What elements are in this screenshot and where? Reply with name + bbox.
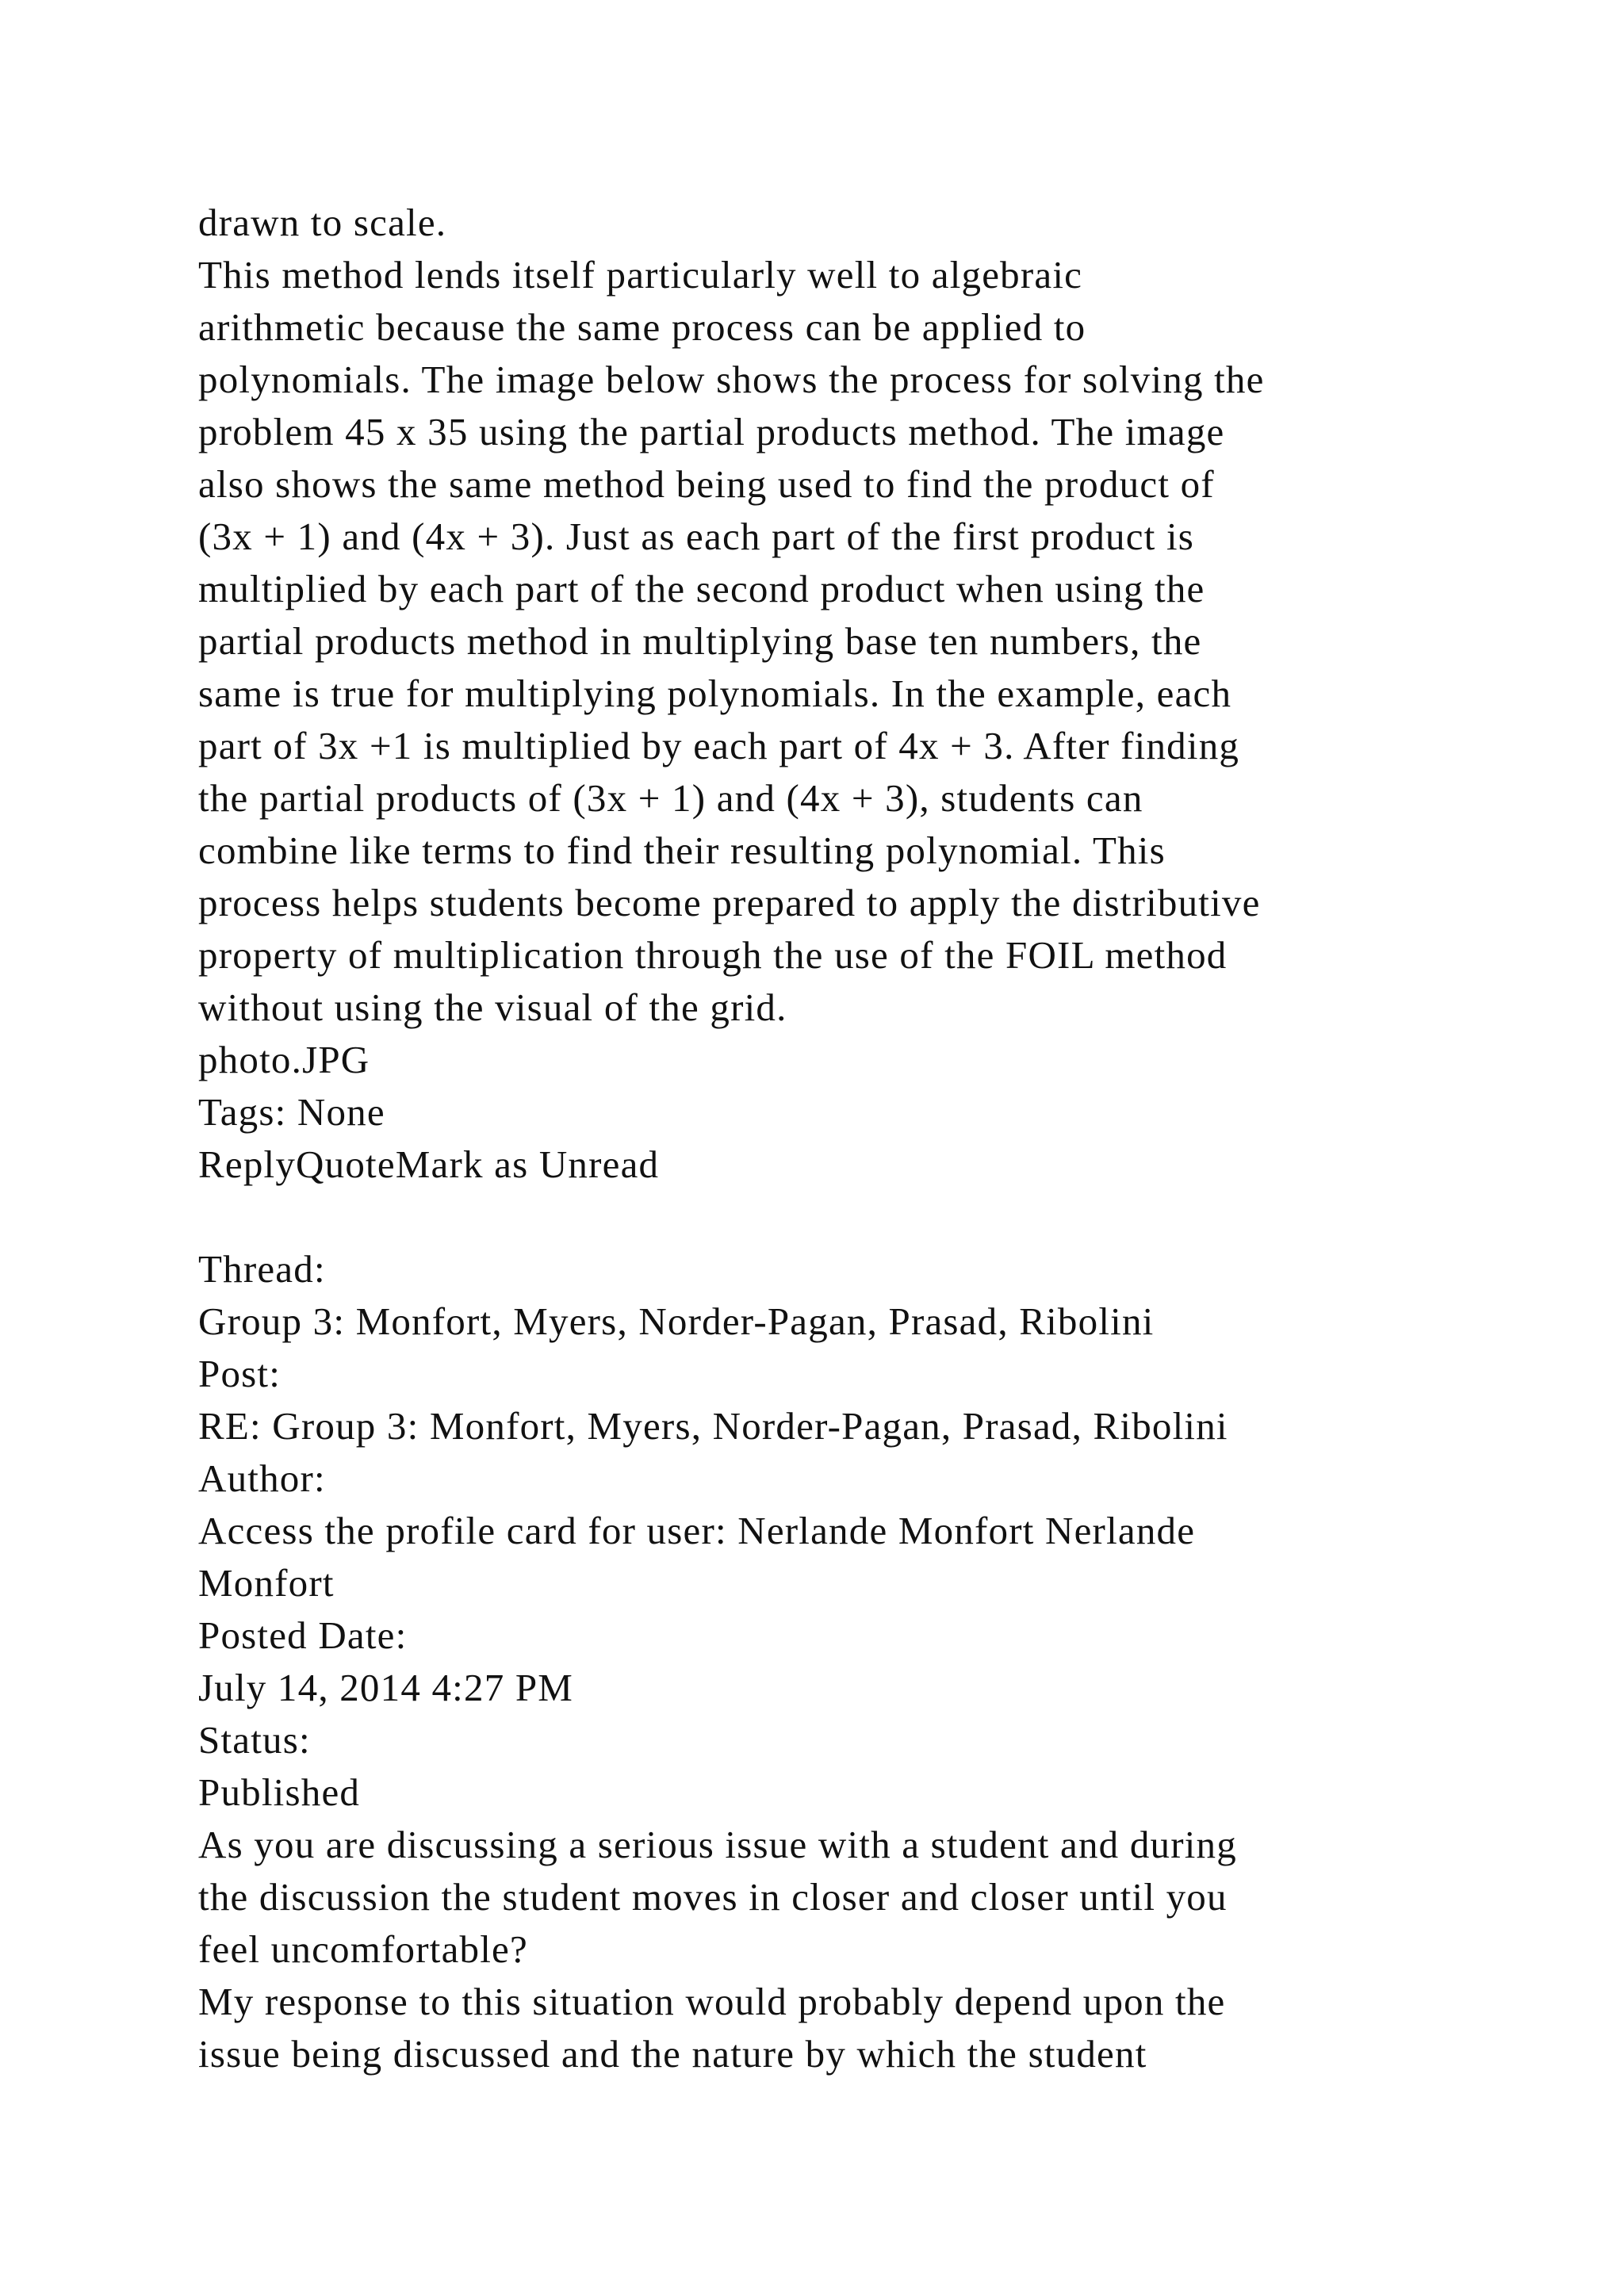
author-value: Access the profile card for user: Nerlande Monfort Nerlande — [198, 1509, 1196, 1552]
text-line: drawn to scale. — [198, 201, 447, 244]
text-line: part of 3x +1 is multiplied by each part of 4x + 3. After finding — [198, 724, 1240, 767]
author-label: Author: — [198, 1456, 326, 1500]
post-label: Post: — [198, 1352, 282, 1395]
text-line: polynomials. The image below shows the process for solving the — [198, 358, 1265, 401]
blank-line — [198, 1191, 1499, 1243]
text-line: (3x + 1) and (4x + 3). Just as each part of the first product is — [198, 515, 1195, 558]
text-line: combine like terms to find their resulting polynomial. This — [198, 828, 1166, 872]
text-line: This method lends itself particularly well to algebraic — [198, 253, 1083, 297]
text-line: the partial products of (3x + 1) and (4x + 3), students can — [198, 776, 1143, 820]
text-line: As you are discussing a serious issue with a student and during — [198, 1823, 1237, 1866]
text-line: partial products method in multiplying base ten numbers, the — [198, 619, 1202, 663]
document-page — [198, 197, 1499, 2080]
text-line: the discussion the student moves in closer and closer until you — [198, 1875, 1228, 1919]
text-line: arithmetic because the same process can be applied to — [198, 305, 1086, 349]
attachment-filename: photo.JPG — [198, 1038, 370, 1081]
text-line: feel uncomfortable? — [198, 1927, 528, 1971]
text-line: multiplied by each part of the second product when using the — [198, 567, 1205, 610]
text-line: issue being discussed and the nature by which the student — [198, 2032, 1147, 2076]
author-value-cont: Monfort — [198, 1561, 335, 1605]
posted-date-value: July 14, 2014 4:27 PM — [198, 1666, 574, 1709]
text-line: without using the visual of the grid. — [198, 985, 787, 1029]
text-line: problem 45 x 35 using the partial products method. The image — [198, 410, 1225, 453]
text-line: process helps students become prepared to apply the distributive — [198, 881, 1261, 924]
thread-label: Thread: — [198, 1247, 326, 1291]
text-line: also shows the same method being used to find the product of — [198, 462, 1215, 506]
posted-date-label: Posted Date: — [198, 1613, 408, 1657]
status-value: Published — [198, 1770, 361, 1814]
post-actions: ReplyQuoteMark as Unread — [198, 1142, 660, 1186]
text-line: My response to this situation would probably depend upon the — [198, 1980, 1226, 2023]
text-line: property of multiplication through the use of the FOIL method — [198, 933, 1228, 977]
status-label: Status: — [198, 1718, 311, 1762]
tags-label: Tags: None — [198, 1090, 385, 1134]
text-line: same is true for multiplying polynomials. In the example, each — [198, 672, 1232, 715]
post-title: RE: Group 3: Monfort, Myers, Norder-Pagan, Prasad, Ribolini — [198, 1404, 1228, 1448]
thread-title: Group 3: Monfort, Myers, Norder-Pagan, Prasad, Ribolini — [198, 1299, 1155, 1343]
